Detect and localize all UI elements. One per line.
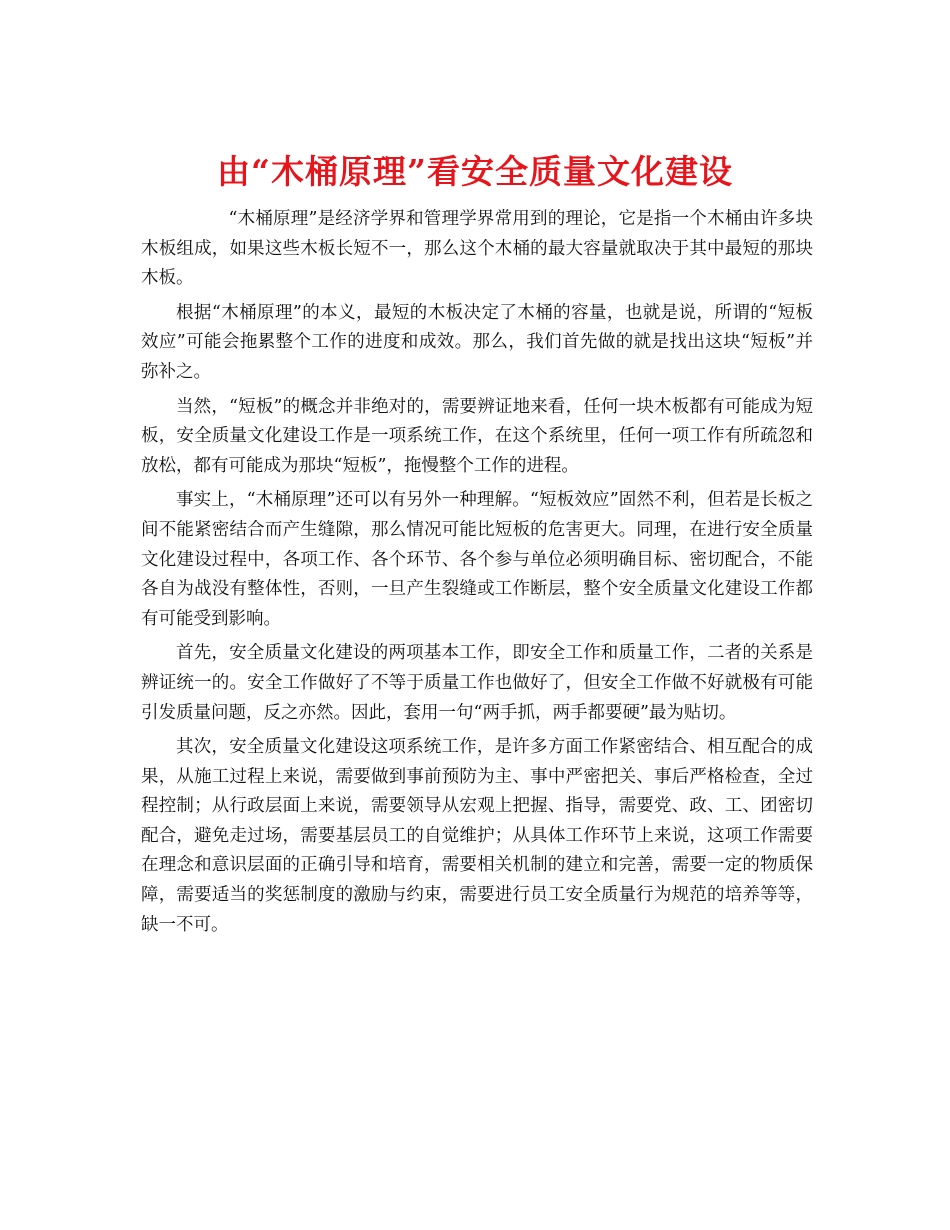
- document-body: [141, 205, 813, 945]
- paragraph-relative: 当然，“短板”的概念并非绝对的，需要辨证地来看，任何一块木板都有可能成为短板，安全质量文化建设工作是一项系统工作，在这个系统里，任何一项工作有所疏忽和放松，都有可能成为那块“短板”，拖慢整个工作的进程。: [141, 396, 813, 476]
- paragraph-short-board: 根据“木桶原理”的本义，最短的木板决定了木桶的容量，也就是说，所谓的“短板效应”可能会拖累整个工作的进度和成效。那么，我们首先做的就是找出这块“短板”并弥补之。: [141, 302, 813, 382]
- document-title: 由“木桶原理”看安全质量文化建设: [217, 152, 733, 192]
- paragraph-intro: “木桶原理”是经济学界和管理学界常用到的理论，它是指一个木桶由许多块木板组成，如果这些木板长短不一，那么这个木桶的最大容量就取决于其中最短的那块木板。: [141, 209, 813, 289]
- paragraph-first-point: 首先，安全质量文化建设的两项基本工作，即安全工作和质量工作，二者的关系是辨证统一的。安全工作做好了不等于质量工作也做好了，但安全工作做不好就极有可能引发质量问题，反之亦然。因此，套用一句“两手抓，两手都要硬”最为贴切。: [141, 643, 813, 723]
- paragraph-gaps: 事实上，“木桶原理”还可以有另外一种理解。“短板效应”固然不利，但若是长板之间不能紧密结合而产生缝隙，那么情况可能比短板的危害更大。同理，在进行安全质量文化建设过程中，各项工作、各个环节、各个参与单位必须明确目标、密切配合，不能各自为战没有整体性，否则，一旦产生裂缝或工作断层，整个安全质量文化建设工作都有可能受到影响。: [141, 490, 813, 629]
- paragraph-second-point: 其次，安全质量文化建设这项系统工作，是许多方面工作紧密结合、相互配合的成果，从施工过程上来说，需要做到事前预防为主、事中严密把关、事后严格检查，全过程控制；从行政层面上来说，需要领导从宏观上把握、指导，需要党、政、工、团密切配合，避免走过场，需要基层员工的自觉维护；从具体工作环节上来说，这项工作需要在理念和意识层面的正确引导和培育，需要相关机制的建立和完善，需要一定的物质保障，需要适当的奖惩制度的激励与约束，需要进行员工安全质量行为规范的培养等等，缺一不可。: [141, 737, 813, 935]
